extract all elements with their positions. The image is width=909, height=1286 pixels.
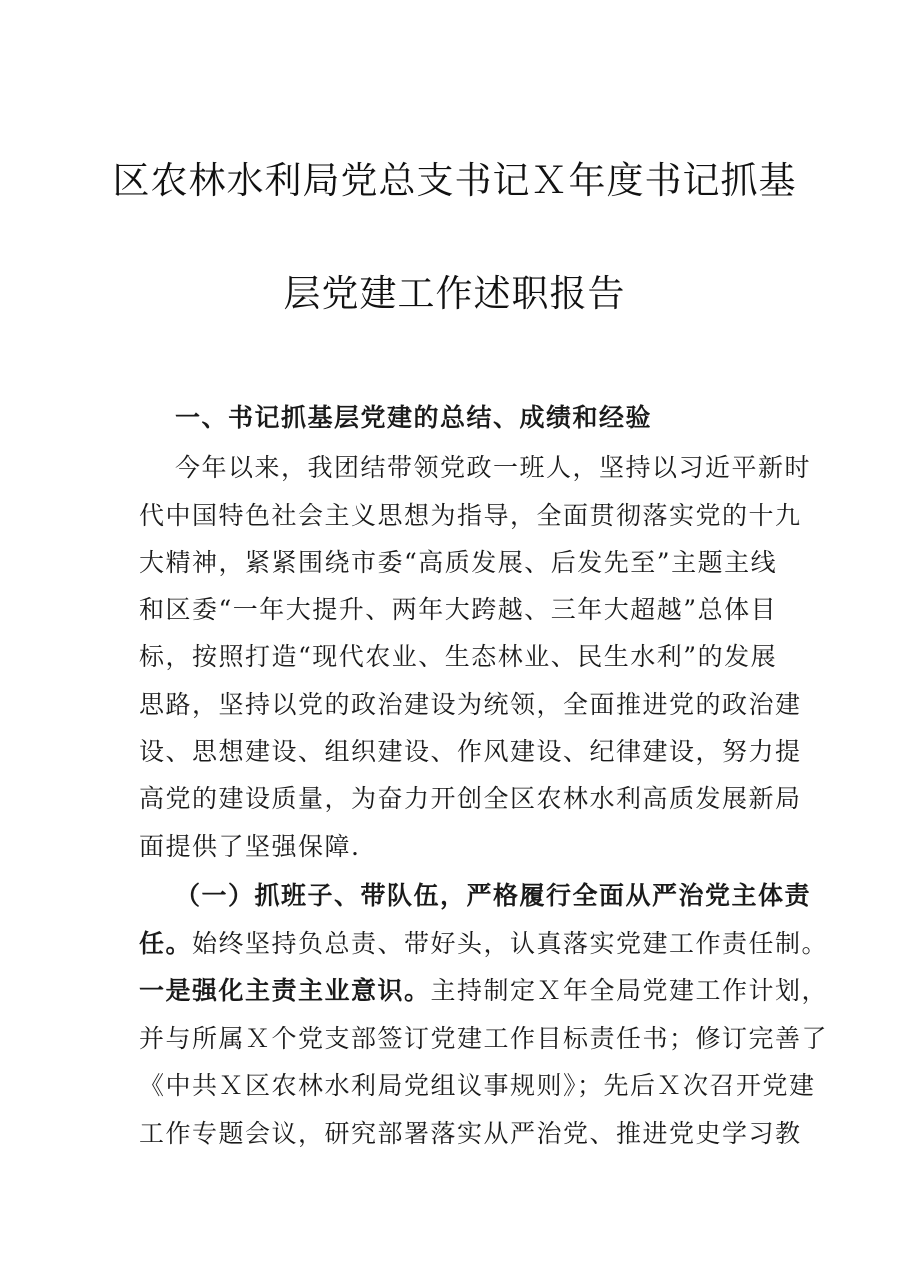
paragraph-line: 《中共Ｘ区农林水利局党组议事规则》；先后Ｘ次召开党建: [139, 1071, 816, 1100]
paragraph-line: 和区委“一年大提升、两年大跨越、三年大超越”总体目: [139, 595, 778, 624]
paragraph-line: 并与所属Ｘ个党支部签订党建工作目标责任书；修订完善了: [139, 1024, 829, 1053]
paragraph-line: 代中国特色社会主义思想为指导，全面贯彻落实党的十九: [139, 501, 802, 530]
paragraph-line: 高党的建设质量，为奋力开创全区农林水利高质发展新局: [139, 784, 802, 813]
paragraph-line: 工作专题会议，研究部署落实从严治党、推进党史学习教: [139, 1119, 802, 1148]
paragraph-line: [139, 924, 829, 960]
paragraph-line: 标，按照打造“现代农业、生态林业、民生水利”的发展: [139, 642, 778, 671]
subsection-heading-end: 任。: [139, 929, 193, 958]
subsection-heading: （一）抓班子、带队伍，严格履行全面从严治党主体责: [175, 881, 812, 910]
paragraph-text: 始终坚持负总责、带好头，认真落实党建工作责任制。: [192, 929, 829, 958]
paragraph-line: 思路，坚持以党的政治建设为统领，全面推进党的政治建: [139, 690, 802, 719]
paragraph-text: 主持制定Ｘ年全局党建工作计划，: [430, 976, 829, 1005]
paragraph-line: 设、思想建设、组织建设、作风建设、纪律建设，努力提: [139, 737, 802, 766]
document-title-line-2: 层党建工作述职报告: [283, 272, 626, 315]
paragraph-line: 大精神，紧紧围绕市委“高质发展、后发先至”主题主线: [139, 548, 778, 577]
paragraph-line: 今年以来，我团结带领党政一班人，坚持以习近平新时: [175, 453, 812, 482]
paragraph-line: [139, 971, 829, 1007]
paragraph-line: 面提供了坚强保障.: [139, 832, 361, 861]
section-heading: 一、书记抓基层党建的总结、成绩和经验: [175, 403, 653, 432]
point-heading: 一是强化主责主业意识。: [139, 976, 431, 1005]
document-title-line-1: 区农林水利局党总支书记Ｘ年度书记抓基: [112, 159, 797, 202]
